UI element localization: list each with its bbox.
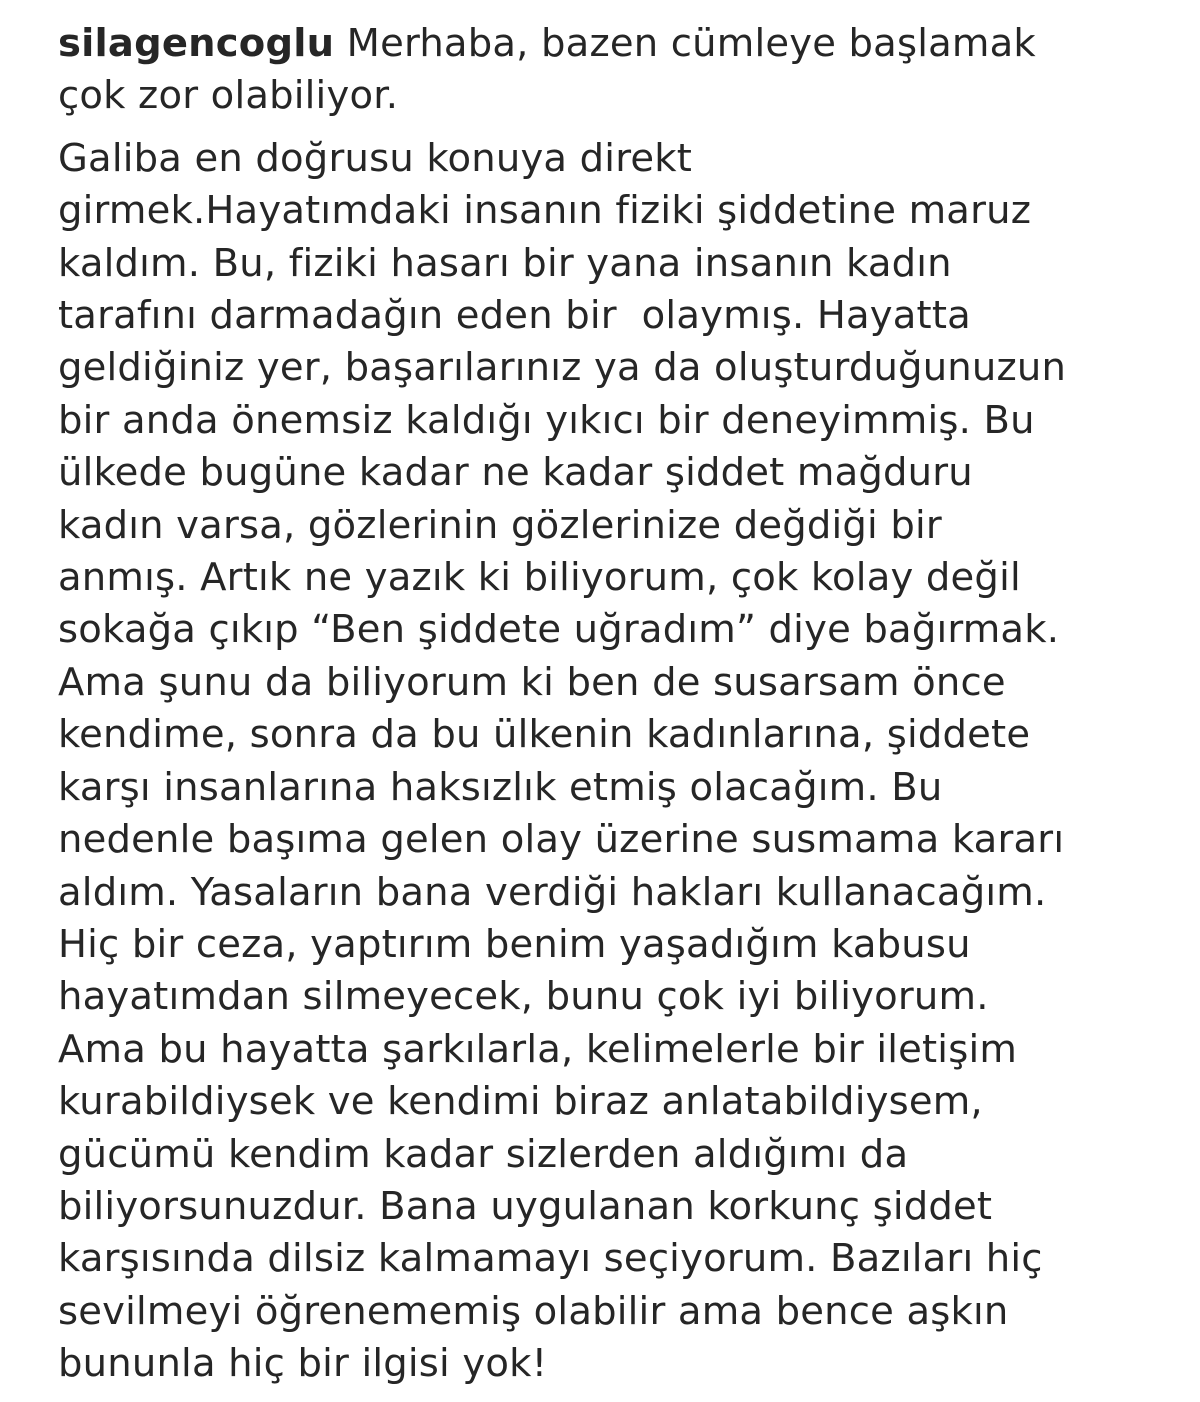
caption-line: Galiba en doğrusu konuya direkt (58, 135, 693, 181)
caption-text: Merhaba, bazen cümleye başlamak (334, 21, 1036, 66)
caption-line: ülkede bugüne kadar ne kadar şiddet mağduru (58, 450, 973, 496)
caption-line: çok zor olabiliyor. (58, 73, 399, 119)
caption-line: kurabildiysek ve kendimi biraz anlatabildiysem, (58, 1079, 983, 1125)
caption-line: aldım. Yasaların bana verdiği hakları kullanacağım. (58, 869, 1047, 915)
caption-line: karşısında dilsiz kalmamayı seçiyorum. Bazıları hiç (58, 1236, 1043, 1282)
caption-line: bununla hiç bir ilgisi yok! (58, 1341, 548, 1387)
caption-line: Ama bu hayatta şarkılarla, kelimelerle bir iletişim (58, 1026, 1018, 1072)
caption-first-line (58, 18, 1178, 70)
caption-line: Hiç bir ceza, yaptırım benim yaşadığım kabusu (58, 921, 971, 967)
caption-line: gücümü kendim kadar sizlerden aldığımı da (58, 1131, 909, 1177)
paragraph-gap (58, 123, 1178, 133)
caption-line: biliyorsunuzdur. Bana uygulanan korkunç şiddet (58, 1183, 993, 1229)
caption-line: anmış. Artık ne yazık ki biliyorum, çok kolay değil (58, 555, 1021, 601)
caption-line: nedenle başıma gelen olay üzerine susmama kararı (58, 817, 1065, 863)
caption-line: sokağa çıkıp “Ben şiddete uğradım” diye bağırmak. (58, 607, 1060, 653)
caption-line: girmek.Hayatımdaki insanın fiziki şiddetine maruz (58, 188, 1032, 234)
post-caption (58, 18, 1178, 1391)
caption-line: geldiğiniz yer, başarılarınız ya da oluşturduğunuzun (58, 345, 1067, 391)
caption-line: kaldım. Bu, fiziki hasarı bir yana insanın kadın (58, 240, 952, 286)
caption-line: Ama şunu da biliyorum ki ben de susarsam önce (58, 659, 1006, 705)
caption-line: bir anda önemsiz kaldığı yıkıcı bir deneyimmiş. Bu (58, 397, 1035, 443)
caption-line: karşı insanlarına haksızlık etmiş olacağım. Bu (58, 764, 943, 810)
caption-line: kadın varsa, gözlerinin gözlerinize değdiği bir (58, 502, 942, 548)
caption-line: kendime, sonra da bu ülkenin kadınlarına, şiddete (58, 712, 1031, 758)
username-link[interactable]: silagencoglu (58, 21, 335, 66)
caption-line: hayatımdan silmeyecek, bunu çok iyi biliyorum. (58, 974, 989, 1020)
caption-line: tarafını darmadağın eden bir olaymış. Hayatta (58, 293, 971, 339)
caption-line: sevilmeyi öğrenememiş olabilir ama bence aşkın (58, 1288, 1009, 1334)
